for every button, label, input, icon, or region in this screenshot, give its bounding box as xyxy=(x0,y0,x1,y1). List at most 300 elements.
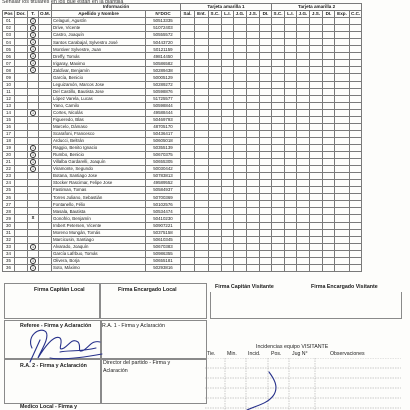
cell-name[interactable]: Irigaray, Maximo xyxy=(52,60,146,67)
cell-card[interactable] xyxy=(234,144,247,151)
cell-card[interactable] xyxy=(209,244,222,251)
cell-pos[interactable]: 16 xyxy=(3,123,15,130)
cell-card[interactable] xyxy=(335,60,350,67)
cell-card[interactable] xyxy=(234,109,247,116)
cell-card[interactable] xyxy=(310,18,323,25)
cell-card[interactable] xyxy=(222,25,234,32)
cell-pos[interactable]: 35 xyxy=(3,258,15,265)
cell-card[interactable] xyxy=(247,123,260,130)
cell-card[interactable] xyxy=(297,166,310,173)
cell-card[interactable] xyxy=(285,60,297,67)
cell-card[interactable] xyxy=(297,180,310,187)
cell-dor[interactable] xyxy=(15,215,28,223)
cell-card[interactable] xyxy=(234,102,247,109)
cell-card[interactable] xyxy=(310,137,323,144)
table-row[interactable] xyxy=(3,237,362,244)
cell-t[interactable] xyxy=(28,60,39,67)
cell-card[interactable] xyxy=(335,88,350,95)
cell-card[interactable] xyxy=(335,46,350,53)
cell-card[interactable] xyxy=(247,159,260,166)
cell-doc[interactable]: 50783813 xyxy=(146,173,181,180)
cell-card[interactable] xyxy=(323,88,335,95)
cell-om[interactable] xyxy=(39,166,52,173)
cell-card[interactable] xyxy=(247,151,260,158)
cell-name[interactable]: Botana, Santiago Jose xyxy=(52,173,146,180)
cell-card[interactable] xyxy=(272,81,285,88)
cell-card[interactable] xyxy=(247,102,260,109)
cell-card[interactable] xyxy=(195,130,209,137)
table-row[interactable] xyxy=(3,53,362,60)
cell-card[interactable] xyxy=(350,159,362,166)
cell-card[interactable] xyxy=(297,39,310,46)
cell-card[interactable] xyxy=(195,67,209,74)
cell-card[interactable] xyxy=(350,39,362,46)
cell-card[interactable] xyxy=(222,88,234,95)
cell-t[interactable] xyxy=(28,81,39,88)
cell-card[interactable] xyxy=(297,208,310,215)
cell-card[interactable] xyxy=(234,251,247,258)
cell-card[interactable] xyxy=(323,222,335,229)
cell-card[interactable] xyxy=(272,251,285,258)
cell-card[interactable] xyxy=(310,88,323,95)
cell-card[interactable] xyxy=(234,265,247,272)
cell-card[interactable] xyxy=(222,187,234,194)
cell-name[interactable]: Gonofrio, Benjamín xyxy=(52,215,146,223)
cell-name[interactable]: Drive, Vicente xyxy=(52,25,146,32)
cell-card[interactable] xyxy=(323,151,335,158)
cell-card[interactable] xyxy=(285,144,297,151)
cell-card[interactable] xyxy=(272,258,285,265)
cell-card[interactable] xyxy=(335,109,350,116)
cell-pos[interactable]: 03 xyxy=(3,32,15,39)
cell-card[interactable] xyxy=(297,173,310,180)
cell-card[interactable] xyxy=(247,39,260,46)
cell-card[interactable] xyxy=(260,95,272,102)
cell-card[interactable] xyxy=(310,74,323,81)
cell-doc[interactable]: 50469793 xyxy=(146,116,181,123)
cell-card[interactable] xyxy=(323,95,335,102)
cell-card[interactable] xyxy=(260,53,272,60)
cell-card[interactable] xyxy=(310,60,323,67)
cell-card[interactable] xyxy=(297,144,310,151)
table-row[interactable] xyxy=(3,151,362,158)
cell-t[interactable] xyxy=(28,137,39,144)
cell-card[interactable] xyxy=(260,46,272,53)
cell-doc[interactable]: 50655181 xyxy=(146,258,181,265)
cell-name[interactable]: Imbert Petersen, Vicente xyxy=(52,222,146,229)
cell-card[interactable] xyxy=(310,187,323,194)
table-row[interactable] xyxy=(3,180,362,187)
cell-card[interactable] xyxy=(272,144,285,151)
cell-card[interactable] xyxy=(209,144,222,151)
cell-card[interactable] xyxy=(323,144,335,151)
cell-card[interactable] xyxy=(323,74,335,81)
cell-card[interactable] xyxy=(323,180,335,187)
cell-t[interactable] xyxy=(28,222,39,229)
cell-card[interactable] xyxy=(260,116,272,123)
table-row[interactable] xyxy=(3,109,362,116)
cell-card[interactable] xyxy=(209,88,222,95)
cell-card[interactable] xyxy=(247,215,260,223)
cell-t[interactable] xyxy=(28,123,39,130)
cell-card[interactable] xyxy=(350,187,362,194)
cell-card[interactable] xyxy=(209,208,222,215)
cell-om[interactable] xyxy=(39,88,52,95)
cell-card[interactable] xyxy=(247,251,260,258)
cell-om[interactable] xyxy=(39,222,52,229)
cell-card[interactable] xyxy=(222,53,234,60)
cell-card[interactable] xyxy=(297,237,310,244)
cell-card[interactable] xyxy=(285,237,297,244)
cell-t[interactable] xyxy=(28,258,39,265)
cell-card[interactable] xyxy=(195,151,209,158)
cell-card[interactable] xyxy=(323,60,335,67)
cell-card[interactable] xyxy=(260,265,272,272)
cell-card[interactable] xyxy=(234,67,247,74)
cell-dor[interactable] xyxy=(15,244,28,251)
cell-t[interactable] xyxy=(28,109,39,116)
cell-card[interactable] xyxy=(181,251,195,258)
cell-card[interactable] xyxy=(195,159,209,166)
cell-card[interactable] xyxy=(285,244,297,251)
cell-om[interactable] xyxy=(39,265,52,272)
table-row[interactable] xyxy=(3,32,362,39)
cell-dor[interactable] xyxy=(15,166,28,173)
cell-card[interactable] xyxy=(310,123,323,130)
cell-card[interactable] xyxy=(310,32,323,39)
table-row[interactable] xyxy=(3,18,362,25)
cell-card[interactable] xyxy=(181,32,195,39)
cell-t[interactable] xyxy=(28,180,39,187)
cell-om[interactable] xyxy=(39,187,52,194)
cell-card[interactable] xyxy=(272,237,285,244)
cell-pos[interactable]: 33 xyxy=(3,244,15,251)
cell-pos[interactable]: 02 xyxy=(3,25,15,32)
cell-pos[interactable]: 28 xyxy=(3,208,15,215)
cell-card[interactable] xyxy=(209,53,222,60)
cell-t[interactable] xyxy=(28,215,39,223)
cell-name[interactable]: Alvarado, Joaquín xyxy=(52,244,146,251)
cell-name[interactable]: García, Benicio xyxy=(52,74,146,81)
cell-card[interactable] xyxy=(310,166,323,173)
cell-om[interactable] xyxy=(39,258,52,265)
cell-card[interactable] xyxy=(209,95,222,102)
cell-card[interactable] xyxy=(181,88,195,95)
cell-card[interactable] xyxy=(209,159,222,166)
table-row[interactable] xyxy=(3,74,362,81)
cell-card[interactable] xyxy=(234,81,247,88)
cell-card[interactable] xyxy=(335,258,350,265)
cell-doc[interactable]: 49588444 xyxy=(146,109,181,116)
table-row[interactable] xyxy=(3,130,362,137)
cell-card[interactable] xyxy=(272,123,285,130)
table-row[interactable] xyxy=(3,60,362,67)
cell-name[interactable]: Masala, Bautista xyxy=(52,208,146,215)
cell-dor[interactable] xyxy=(15,25,28,32)
cell-name[interactable]: Zaldívar, Benjamín xyxy=(52,67,146,74)
cell-card[interactable] xyxy=(310,25,323,32)
cell-dor[interactable] xyxy=(15,116,28,123)
cell-doc[interactable]: 50005129 xyxy=(146,74,181,81)
cell-card[interactable] xyxy=(285,137,297,144)
cell-card[interactable] xyxy=(323,159,335,166)
cell-card[interactable] xyxy=(234,53,247,60)
cell-card[interactable] xyxy=(350,222,362,229)
cell-card[interactable] xyxy=(195,137,209,144)
cell-om[interactable] xyxy=(39,95,52,102)
cell-card[interactable] xyxy=(195,187,209,194)
cell-card[interactable] xyxy=(222,208,234,215)
cell-card[interactable] xyxy=(260,201,272,208)
cell-card[interactable] xyxy=(260,39,272,46)
cell-card[interactable] xyxy=(181,109,195,116)
cell-card[interactable] xyxy=(181,74,195,81)
cell-om[interactable] xyxy=(39,81,52,88)
cell-name[interactable]: Castro, Joaquín xyxy=(52,32,146,39)
cell-card[interactable] xyxy=(195,201,209,208)
cell-card[interactable] xyxy=(181,81,195,88)
cell-t[interactable] xyxy=(28,116,39,123)
cell-card[interactable] xyxy=(272,60,285,67)
cell-card[interactable] xyxy=(222,130,234,137)
cell-om[interactable] xyxy=(39,144,52,151)
cell-card[interactable] xyxy=(247,208,260,215)
cell-card[interactable] xyxy=(350,229,362,236)
cell-om[interactable] xyxy=(39,229,52,236)
cell-card[interactable] xyxy=(310,67,323,74)
cell-card[interactable] xyxy=(285,39,297,46)
cell-card[interactable] xyxy=(209,201,222,208)
cell-doc[interactable]: 50030442 xyxy=(146,166,181,173)
cell-om[interactable] xyxy=(39,159,52,166)
cell-card[interactable] xyxy=(297,201,310,208)
cell-card[interactable] xyxy=(195,229,209,236)
cell-card[interactable] xyxy=(247,194,260,201)
cell-card[interactable] xyxy=(350,81,362,88)
cell-t[interactable] xyxy=(28,18,39,25)
cell-om[interactable] xyxy=(39,74,52,81)
cell-card[interactable] xyxy=(260,229,272,236)
cell-card[interactable] xyxy=(272,151,285,158)
cell-card[interactable] xyxy=(323,208,335,215)
cell-t[interactable] xyxy=(28,187,39,194)
cell-card[interactable] xyxy=(285,194,297,201)
cell-card[interactable] xyxy=(247,258,260,265)
cell-card[interactable] xyxy=(209,25,222,32)
cell-t[interactable] xyxy=(28,144,39,151)
cell-card[interactable] xyxy=(181,166,195,173)
cell-card[interactable] xyxy=(222,109,234,116)
cell-card[interactable] xyxy=(272,25,285,32)
cell-card[interactable] xyxy=(195,53,209,60)
cell-om[interactable] xyxy=(39,109,52,116)
cell-card[interactable] xyxy=(195,81,209,88)
cell-dor[interactable] xyxy=(15,208,28,215)
cell-card[interactable] xyxy=(335,201,350,208)
cell-card[interactable] xyxy=(297,46,310,53)
cell-card[interactable] xyxy=(195,109,209,116)
cell-name[interactable]: Olivera, Borja xyxy=(52,258,146,265)
cell-card[interactable] xyxy=(310,229,323,236)
cell-card[interactable] xyxy=(222,229,234,236)
cell-card[interactable] xyxy=(181,173,195,180)
cell-card[interactable] xyxy=(297,229,310,236)
cell-card[interactable] xyxy=(195,88,209,95)
cell-card[interactable] xyxy=(323,39,335,46)
cell-card[interactable] xyxy=(181,151,195,158)
cell-card[interactable] xyxy=(260,32,272,39)
cell-doc[interactable]: 50436417 xyxy=(146,130,181,137)
cell-card[interactable] xyxy=(195,123,209,130)
cell-card[interactable] xyxy=(323,137,335,144)
cell-card[interactable] xyxy=(247,109,260,116)
cell-card[interactable] xyxy=(285,123,297,130)
cell-dor[interactable] xyxy=(15,137,28,144)
cell-card[interactable] xyxy=(310,244,323,251)
cell-doc[interactable]: 50598844 xyxy=(146,102,181,109)
cell-card[interactable] xyxy=(260,137,272,144)
cell-card[interactable] xyxy=(222,159,234,166)
cell-card[interactable] xyxy=(297,67,310,74)
cell-card[interactable] xyxy=(222,81,234,88)
cell-card[interactable] xyxy=(247,180,260,187)
cell-card[interactable] xyxy=(310,265,323,272)
cell-card[interactable] xyxy=(297,123,310,130)
cell-card[interactable] xyxy=(234,244,247,251)
cell-doc[interactable]: 50610345 xyxy=(146,237,181,244)
cell-card[interactable] xyxy=(209,173,222,180)
cell-card[interactable] xyxy=(350,74,362,81)
cell-card[interactable] xyxy=(195,251,209,258)
cell-card[interactable] xyxy=(272,201,285,208)
cell-card[interactable] xyxy=(350,25,362,32)
visitor-signatures-box[interactable] xyxy=(210,292,402,319)
cell-card[interactable] xyxy=(234,258,247,265)
cell-t[interactable] xyxy=(28,130,39,137)
cell-card[interactable] xyxy=(260,187,272,194)
cell-doc[interactable]: 50513335 xyxy=(146,18,181,25)
cell-card[interactable] xyxy=(222,60,234,67)
cell-dor[interactable] xyxy=(15,180,28,187)
cell-card[interactable] xyxy=(335,166,350,173)
cell-card[interactable] xyxy=(247,265,260,272)
cell-om[interactable] xyxy=(39,215,52,223)
cell-card[interactable] xyxy=(222,222,234,229)
cell-card[interactable] xyxy=(272,95,285,102)
cell-card[interactable] xyxy=(260,208,272,215)
cell-card[interactable] xyxy=(247,130,260,137)
cell-card[interactable] xyxy=(335,74,350,81)
cell-card[interactable] xyxy=(234,123,247,130)
cell-card[interactable] xyxy=(285,116,297,123)
cell-om[interactable] xyxy=(39,46,52,53)
cell-card[interactable] xyxy=(335,32,350,39)
cell-card[interactable] xyxy=(195,173,209,180)
cell-card[interactable] xyxy=(195,32,209,39)
cell-card[interactable] xyxy=(247,237,260,244)
cell-card[interactable] xyxy=(285,130,297,137)
cell-card[interactable] xyxy=(285,32,297,39)
cell-card[interactable] xyxy=(310,116,323,123)
cell-card[interactable] xyxy=(195,215,209,223)
cell-card[interactable] xyxy=(297,88,310,95)
cell-card[interactable] xyxy=(260,258,272,265)
cell-card[interactable] xyxy=(335,102,350,109)
cell-card[interactable] xyxy=(323,201,335,208)
cell-card[interactable] xyxy=(209,18,222,25)
cell-card[interactable] xyxy=(335,116,350,123)
table-row[interactable] xyxy=(3,46,362,53)
cell-card[interactable] xyxy=(222,46,234,53)
cell-card[interactable] xyxy=(247,88,260,95)
cell-card[interactable] xyxy=(195,258,209,265)
table-row[interactable] xyxy=(3,208,362,215)
cell-card[interactable] xyxy=(247,81,260,88)
cell-card[interactable] xyxy=(247,67,260,74)
cell-card[interactable] xyxy=(285,229,297,236)
cell-card[interactable] xyxy=(285,222,297,229)
cell-card[interactable] xyxy=(335,39,350,46)
cell-pos[interactable]: 18 xyxy=(3,137,15,144)
cell-dor[interactable] xyxy=(15,144,28,151)
cell-card[interactable] xyxy=(297,74,310,81)
cell-card[interactable] xyxy=(234,166,247,173)
cell-card[interactable] xyxy=(350,46,362,53)
cell-om[interactable] xyxy=(39,237,52,244)
cell-card[interactable] xyxy=(222,265,234,272)
cell-t[interactable] xyxy=(28,159,39,166)
cell-doc[interactable]: 51725577 xyxy=(146,95,181,102)
cell-card[interactable] xyxy=(195,39,209,46)
table-row[interactable] xyxy=(3,39,362,46)
cell-card[interactable] xyxy=(285,46,297,53)
cell-card[interactable] xyxy=(310,130,323,137)
cell-dor[interactable] xyxy=(15,102,28,109)
cell-doc[interactable]: 49589552 xyxy=(146,180,181,187)
cell-card[interactable] xyxy=(285,201,297,208)
cell-doc[interactable]: 50670375 xyxy=(146,151,181,158)
cell-card[interactable] xyxy=(350,109,362,116)
cell-name[interactable]: Dreffy, Tomás xyxy=(52,53,146,60)
cell-name[interactable]: Viramonte, Segundo xyxy=(52,166,146,173)
cell-card[interactable] xyxy=(350,244,362,251)
cell-card[interactable] xyxy=(335,173,350,180)
cell-card[interactable] xyxy=(181,25,195,32)
cell-card[interactable] xyxy=(350,251,362,258)
cell-card[interactable] xyxy=(297,53,310,60)
cell-card[interactable] xyxy=(260,215,272,223)
cell-t[interactable] xyxy=(28,229,39,236)
cell-card[interactable] xyxy=(335,95,350,102)
cell-doc[interactable]: 50700369 xyxy=(146,194,181,201)
cell-card[interactable] xyxy=(297,159,310,166)
cell-card[interactable] xyxy=(234,60,247,67)
cell-t[interactable] xyxy=(28,46,39,53)
cell-pos[interactable]: 06 xyxy=(3,53,15,60)
cell-card[interactable] xyxy=(260,74,272,81)
cell-card[interactable] xyxy=(323,130,335,137)
cell-card[interactable] xyxy=(323,194,335,201)
cell-card[interactable] xyxy=(297,244,310,251)
cell-card[interactable] xyxy=(234,208,247,215)
cell-doc[interactable]: 50655305 xyxy=(146,159,181,166)
cell-pos[interactable]: 17 xyxy=(3,130,15,137)
cell-card[interactable] xyxy=(323,258,335,265)
cell-om[interactable] xyxy=(39,123,52,130)
cell-card[interactable] xyxy=(285,151,297,158)
cell-doc[interactable]: 50410230 xyxy=(146,215,181,223)
table-row[interactable] xyxy=(3,67,362,74)
